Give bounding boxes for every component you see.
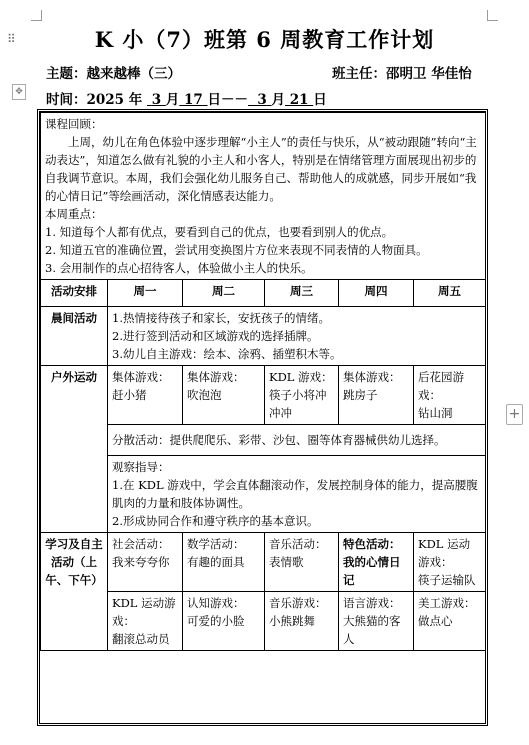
page-title: K 小（7）班第 6 周教育工作计划 [94,27,435,52]
game-type: 后花园游戏： [418,370,464,402]
activity-name: 小熊跳舞 [269,614,315,628]
morning-item-3: 3.幼儿自主游戏：绘本、涂鸦、插塑积木等。 [112,347,342,361]
day-header-mon[interactable]: 周一 [108,280,183,307]
morning-item-2: 2.进行签到活动和区域游戏的选择插牌。 [112,329,319,343]
activity-name: 翻滚总动员 [112,632,170,646]
learning-wed-2[interactable] [265,592,339,651]
day-char: 日 [313,92,327,108]
learning-thu-1[interactable] [339,533,414,592]
year-prefix: 2025 年 [86,92,143,108]
theme-value: 越来越棒（三） [86,66,181,82]
day-header-row [41,280,486,307]
activity-name: 表情歌 [269,555,304,569]
activity-name: 大熊猫的客人 [343,614,401,646]
focus-item-3: 3. 会用制作的点心招待客人，体验做小主人的快乐。 [45,261,313,275]
activity-type: 音乐游戏： [269,596,327,610]
focus-item-1: 1. 知道每个人都有优点，要看到自己的优点，也要看到别人的优点。 [45,225,394,239]
review-row [41,113,486,280]
crop-mark-top-right [487,10,498,21]
activity-name: 筷子运输队 [418,573,476,587]
game-name: 筷子小将冲冲冲 [269,388,327,420]
table-move-handle-icon[interactable]: ✥ [12,84,26,100]
time-label: 时间： [46,92,87,108]
game-type: 集体游戏： [187,370,245,384]
activity-name: 我的心情日记 [343,555,401,587]
outdoor-game-fri[interactable] [414,366,486,425]
outdoor-guidance-cell[interactable] [108,456,486,533]
outdoor-free-cell[interactable]: 分散活动：提供爬爬乐、彩带、沙包、圈等体育器械供幼儿选择。 [108,425,486,456]
end-month: 3 [257,92,267,108]
focus-item-2: 2. 知道五官的准确位置，尝试用变换图片方位来表现不同表情的人物面具。 [45,243,428,257]
morning-cell[interactable] [108,307,486,366]
activity-name: 我来夸夸你 [112,555,170,569]
learning-fri-2[interactable] [414,592,486,651]
review-label: 课程回顾： [45,117,103,131]
activity-type: KDL 运动游戏： [418,537,471,569]
learning-fri-1[interactable] [414,533,486,592]
day-header-wed[interactable]: 周三 [265,280,339,307]
outdoor-game-thu[interactable] [339,366,414,425]
end-day: 21 [289,92,309,108]
learning-wed-1[interactable] [265,533,339,592]
activity-type: 语言游戏： [343,596,401,610]
guidance-item-1: 1.在 KDL 游戏中，学会直体翻滚动作，发展控制身体的能力，提高腰腹肌肉的力量和肢体协调性。 [112,478,478,510]
add-column-button[interactable]: + [506,404,523,425]
month-char-1: 月 [165,92,180,108]
day-header-tue[interactable]: 周二 [183,280,265,307]
theme-label: 主题： [46,66,87,82]
teacher-label: 班主任： [332,66,386,82]
learning-mon-1[interactable] [108,533,183,592]
focus-label: 本周重点： [45,207,103,221]
activity-type: 美工游戏： [418,596,476,610]
activity-name: 有趣的面具 [187,555,245,569]
activity-type: 数学活动： [187,537,245,551]
learning-thu-2[interactable] [339,592,414,651]
date-separator: 日－－ [207,92,248,108]
time-line [46,88,327,108]
day-header-thu[interactable]: 周四 [339,280,414,307]
guidance-label: 观察指导： [112,460,170,474]
learning-tue-1[interactable] [183,533,265,592]
review-cell[interactable] [41,113,486,280]
game-name: 钻山洞 [418,406,453,420]
crop-mark-top-left [31,10,42,21]
month-char-2: 月 [271,92,286,108]
outdoor-game-tue[interactable] [183,366,265,425]
learning-label[interactable]: 学习及自主活动（上午、下午） [41,533,108,651]
morning-row [41,307,486,366]
teacher-line [332,62,472,82]
corner-label[interactable]: 活动安排 [41,280,108,307]
game-type: KDL 游戏： [269,370,333,384]
day-header-fri[interactable]: 周五 [414,280,486,307]
start-day: 17 [184,92,203,108]
outdoor-guidance-row [41,456,486,533]
outdoor-games-row [41,366,486,425]
outdoor-free-row [41,425,486,456]
activity-type: 认知游戏： [187,596,245,610]
learning-row-2 [41,592,486,651]
activity-type: 社会活动： [112,537,170,551]
game-type: 集体游戏： [343,370,401,384]
game-name: 赶小猪 [112,388,147,402]
weekly-plan-table [40,112,486,651]
activity-name: 做点心 [418,614,453,628]
activity-name: 可爱的小脸 [187,614,245,628]
game-type: 集体游戏： [112,370,170,384]
guidance-item-2: 2.形成协同合作和遵守秩序的基本意识。 [112,514,319,528]
learning-tue-2[interactable] [183,592,265,651]
activity-type: 音乐活动： [269,537,327,551]
activity-type: 特色活动： [343,537,401,551]
outdoor-game-mon[interactable] [108,366,183,425]
learning-mon-2[interactable] [108,592,183,651]
theme-line [46,62,181,82]
review-text: 上周，幼儿在角色体验中逐步理解“小主人”的责任与快乐，从“被动跟随”转向“主动表达”，知道怎么做有礼貌的小主人和小客人，特别是在情绪管理方面展现出初步的自我调节意识。本周，我们会强化幼儿服务自己、帮助他人的成就感，同步开展如“我的心情日记”等绘画活动，深化情感表达能力。 [45,135,477,203]
teacher-names: 邵明卫 华佳怡 [386,66,472,82]
outdoor-label[interactable]: 户外运动 [41,366,108,533]
start-month: 3 [151,92,162,108]
game-name: 跳房子 [343,388,378,402]
game-name: 吹泡泡 [187,388,222,402]
outdoor-game-wed[interactable] [265,366,339,425]
drag-handle-icon[interactable]: ⠿ [7,32,15,46]
morning-item-1: 1.热情接待孩子和家长，安抚孩子的情绪。 [112,311,330,325]
morning-label[interactable]: 晨间活动 [41,307,108,366]
learning-row-1 [41,533,486,592]
activity-type: KDL 运动游戏： [112,596,176,628]
